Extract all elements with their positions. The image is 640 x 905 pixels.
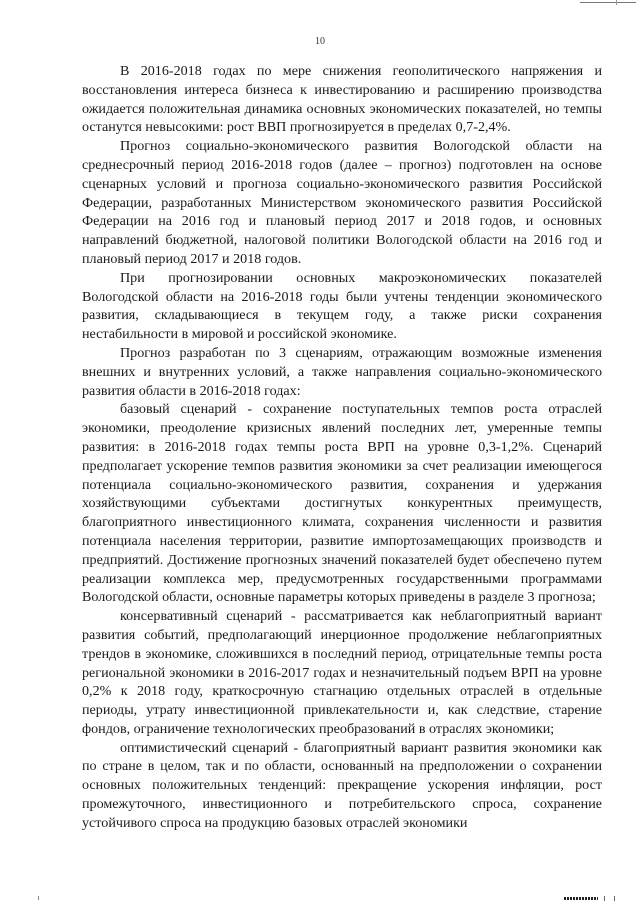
- scan-edge-tick: [614, 896, 615, 901]
- scan-edge-mark: [580, 2, 636, 3]
- scan-barcode-mark: [564, 897, 598, 900]
- paragraph-conservative-scenario: консервативный сценарий - рассматривается как неблагоприятный вариант развития событий, предполагающий инерционное продолжение неблагоприятных трендов в экономике, сложившихся в последний период, отрицательные темпы роста региональной экономики в 2016-2017 годах и незначительный подъем ВРП на уровне 0,2% к 2018 году, краткосрочную стагнацию отдельных отраслей в отдельные периоды, утрату инвестиционной привлекательности и, как следствие, старение фондов, ограничение технологических преобразований в отраслях экономики;: [82, 608, 602, 737]
- paragraph-gdp-outlook: В 2016-2018 годах по мере снижения геополитического напряжения и восстановления интереса бизнеса к инвестированию и расширению производства ожидается положительная динамика основных экономических показателей, но темпы останутся невысокими: рост ВВП прогнозируется в пределах 0,7-2,4%.: [82, 63, 602, 136]
- document-body: [82, 62, 602, 833]
- paragraph-optimistic-scenario: оптимистический сценарий - благоприятный вариант развития экономики как по стране в целом, так и по области, основанный на предположении о сохранении основных положительных тенденций: прекращение ускорения инфляции, рост промежуточного, инвестиционного и потребительского спроса, сохранение устойчивого спроса на продукцию базовых отраслей экономики: [82, 739, 602, 831]
- paragraph-scenarios-intro: Прогноз разработан по 3 сценариям, отражающим возможные изменения внешних и внутренних условий, а также направления социально-экономического развития области в 2016-2018 годах:: [82, 344, 602, 399]
- paragraph-macro-indicators: При прогнозировании основных макроэкономических показателей Вологодской области на 2016-2018 годы были учтены тенденции экономического развития, складывающиеся в текущем году, а также риски сохранения нестабильности в мировой и российской экономике.: [82, 269, 602, 343]
- page-number: 10: [315, 36, 325, 47]
- paragraph-base-scenario: базовый сценарий - сохранение поступательных темпов роста отраслей экономики, преодоление кризисных явлений последних лет, умеренные темпы развития: в 2016-2018 годах темпы роста ВРП на уровне 0,3-1,2%. Сценарий предполагает ускорение темпов развития экономики за счет реализации имеющегося потенциала социально-экономического развития, сохранения и удержания хозяйствующими субъектами достигнутых конкурентных преимуществ, благоприятного инвестиционного климата, сохранения численности и развития потенциала населения территории, развитие импортозамещающих производств и предприятий. Достижение прогнозных значений показателей будет обеспечено путем реализации комплекса мер, предусмотренных государственными программами Вологодской области, основные параметры которых приведены в разделе 3 прогноза;: [82, 401, 602, 606]
- scan-edge-tick: [604, 896, 605, 901]
- scan-edge-tick: [616, 0, 617, 5]
- paragraph-forecast-basis: Прогноз социально-экономического развития Вологодской области на среднесрочный период 2016-2018 годов (далее – прогноз) подготовлен на основе сценарных условий и прогноза социально-экономического развития Российской Федерации, разработанных Министерством экономического развития Российской Федерации на 2016 год и плановый период 2017 и 2018 годов, и основных направлений бюджетной, налоговой политики Вологодской области на 2016 год и плановый период 2017 и 2018 годов.: [82, 138, 602, 267]
- scan-edge-tick: [38, 896, 39, 900]
